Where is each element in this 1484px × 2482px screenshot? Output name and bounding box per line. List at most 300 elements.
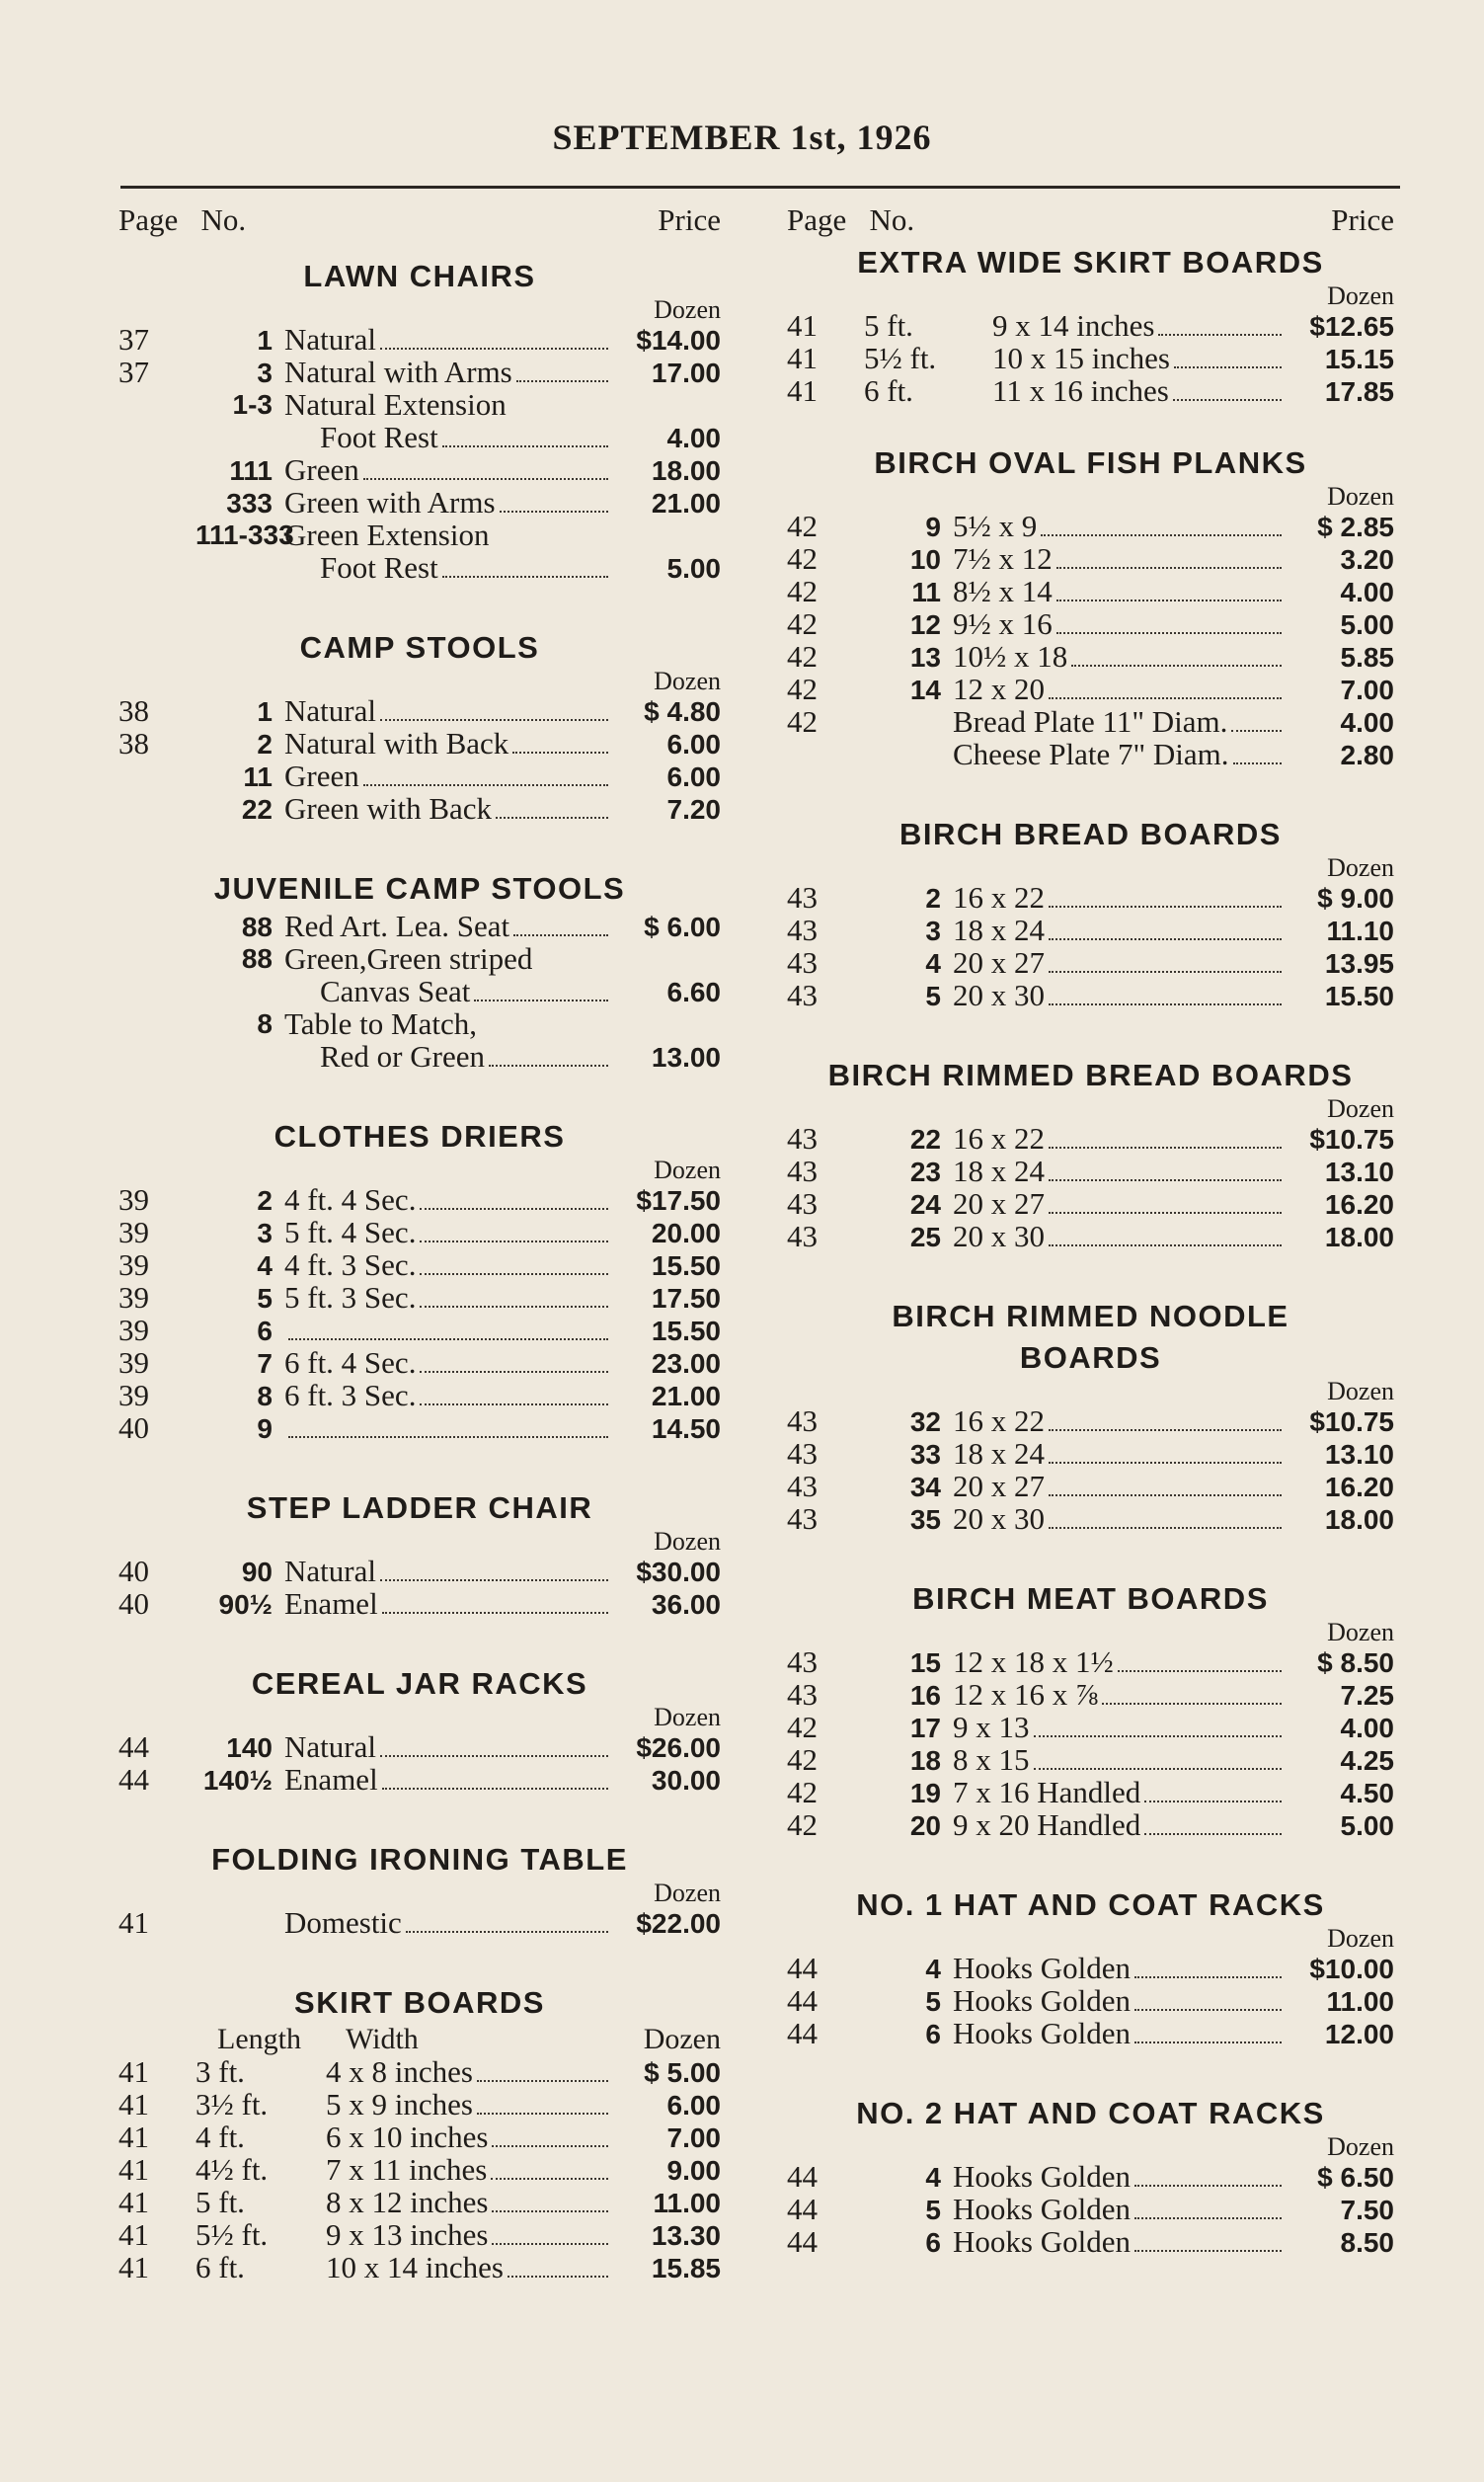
page-number: 41: [787, 373, 818, 408]
description-text: Cheese Plate 7" Diam.: [953, 737, 1229, 771]
page-number: 43: [787, 1436, 818, 1471]
item-price: 18.00: [1324, 1222, 1394, 1252]
price-row: [118, 1007, 721, 1073]
page-number: 44: [787, 2016, 818, 2050]
leader-dots: [512, 752, 608, 754]
item-price: 16.20: [1324, 1189, 1394, 1220]
price-row: [787, 1437, 1394, 1470]
description-text: 12 x 18 x 1½: [953, 1644, 1114, 1679]
item-description: [284, 486, 721, 520]
item-price: $10.75: [1309, 1124, 1394, 1155]
dozen-label: Dozen: [1327, 1094, 1394, 1123]
description-text: 7½ x 12: [953, 541, 1053, 576]
leader-dots: [380, 1755, 608, 1757]
item-number: 5: [925, 2195, 941, 2225]
page-number: 43: [787, 1403, 818, 1438]
left-column-header: [118, 202, 721, 256]
item-number: 4: [257, 1250, 273, 1281]
leader-dots: [1049, 1147, 1282, 1149]
page-number: 43: [787, 1644, 818, 1679]
leader-dots: [1034, 1735, 1283, 1737]
item-number: 19: [909, 1778, 941, 1808]
item-number: 1-3: [232, 389, 273, 420]
item-description: [195, 2251, 721, 2284]
item-description: [284, 388, 721, 454]
item-price: 17.00: [651, 358, 721, 388]
section-title: NO. 2 HAT AND COAT RACKS: [856, 2096, 1325, 2130]
item-description: [195, 2121, 721, 2154]
item-description: [953, 1952, 1394, 1985]
page-number: 39: [118, 1280, 149, 1315]
page-number: 42: [787, 606, 818, 641]
leader-dots: [1049, 1429, 1282, 1431]
price-label: Price: [658, 202, 721, 237]
dozen-label: Dozen: [1327, 281, 1394, 310]
item-description: [953, 1437, 1394, 1471]
leader-dots: [1144, 1801, 1282, 1802]
price-row: [787, 575, 1394, 607]
price-row: [118, 1411, 721, 1444]
item-price: $10.75: [1309, 1406, 1394, 1437]
description-text: 7 x 16 Handled: [953, 1775, 1141, 1809]
leader-dots: [508, 2276, 608, 2278]
leader-dots: [1134, 1976, 1282, 1978]
page-number: 43: [787, 945, 818, 980]
page-number: 41: [118, 2217, 149, 2252]
leader-dots: [1049, 1494, 1282, 1496]
item-price: 20.00: [651, 1218, 721, 1248]
leader-dots: [1233, 762, 1282, 764]
description-text: Green: [284, 452, 359, 487]
dozen-label: Dozen: [654, 295, 721, 324]
item-description: [195, 2088, 721, 2122]
page-number: 42: [787, 704, 818, 739]
item-price: 16.20: [1324, 1472, 1394, 1502]
page-number: 42: [787, 574, 818, 608]
page-number: 42: [787, 509, 818, 543]
leader-dots: [489, 1065, 608, 1067]
item-price: 5.00: [1340, 609, 1394, 640]
item-price: $26.00: [636, 1732, 721, 1763]
item-price: 5.00: [666, 553, 721, 584]
section-title: NO. 1 HAT AND COAT RACKS: [856, 1887, 1325, 1922]
item-description: [284, 1587, 721, 1621]
description-line2: [284, 551, 721, 585]
item-price: 30.00: [651, 1765, 721, 1796]
description-text: 20 x 30: [953, 978, 1045, 1012]
price-row: [118, 1248, 721, 1281]
dozen-label: Dozen: [1327, 482, 1394, 511]
item-price: 5.85: [1340, 642, 1394, 673]
item-price: $ 5.00: [644, 2057, 721, 2088]
price-row: [787, 1678, 1394, 1711]
section-birch-oval-fish-planks: [787, 442, 1394, 770]
item-description: [953, 1645, 1394, 1679]
leader-dots: [500, 511, 608, 513]
page-number: 42: [787, 1742, 818, 1777]
item-number: 6: [257, 1316, 273, 1346]
dozen-label: Dozen: [1327, 1924, 1394, 1953]
item-description: [953, 738, 1394, 771]
board-width: 9 x 13 inches: [326, 2217, 489, 2252]
item-number: 90: [241, 1557, 273, 1587]
item-number: 111-333: [195, 520, 294, 550]
description-text: 18 x 24: [953, 913, 1045, 947]
section-birch-meat-boards: [787, 1578, 1394, 1841]
page-no-label: Page No.: [787, 202, 915, 237]
board-length: 5 ft.: [864, 308, 913, 343]
leader-dots: [1134, 2250, 1282, 2252]
price-row: [787, 1220, 1394, 1252]
item-number: 20: [909, 1810, 941, 1841]
item-description: [195, 2186, 721, 2219]
leader-dots: [420, 1371, 608, 1373]
item-price: 15.85: [651, 2253, 721, 2283]
item-number: 6: [925, 2019, 941, 2049]
leader-dots: [1056, 567, 1282, 569]
board-length: 5½ ft.: [864, 341, 937, 375]
description-text: 20 x 30: [953, 1501, 1045, 1536]
item-price: 4.25: [1340, 1745, 1394, 1776]
leader-dots: [1034, 1768, 1283, 1770]
item-number: 6: [925, 2227, 941, 2258]
price-row: [787, 542, 1394, 575]
leader-dots: [1049, 1462, 1282, 1464]
description-text: 20 x 27: [953, 1186, 1045, 1221]
item-price: 21.00: [651, 488, 721, 519]
dozen-label: Dozen: [654, 667, 721, 695]
item-price: 9.00: [666, 2155, 721, 2186]
price-row: [787, 946, 1394, 979]
price-row: [118, 356, 721, 388]
leader-dots: [1049, 1179, 1282, 1181]
item-price: 12.00: [1324, 2019, 1394, 2049]
description-text: 12 x 16 x ⅞: [953, 1677, 1099, 1712]
board-length: 6 ft.: [864, 373, 913, 408]
description-text: 20 x 30: [953, 1219, 1045, 1253]
description-line2: [284, 975, 721, 1008]
item-number: 24: [909, 1189, 941, 1220]
page-number: 41: [118, 2152, 149, 2187]
item-number: 14: [909, 675, 941, 705]
board-length: 3 ft.: [195, 2054, 245, 2089]
leader-dots: [1174, 366, 1282, 368]
page-number: 43: [787, 913, 818, 947]
item-number: 4: [925, 2162, 941, 2193]
price-row: [787, 2193, 1394, 2225]
price-row: [118, 694, 721, 727]
item-number: 22: [909, 1124, 941, 1155]
price-row: [787, 1711, 1394, 1743]
item-number: 11: [243, 761, 273, 792]
section-skirt-boards: [118, 1982, 721, 2283]
price-row: [787, 1743, 1394, 1776]
item-description: [284, 1555, 721, 1588]
leader-dots: [406, 1931, 608, 1933]
page-number: 43: [787, 1154, 818, 1188]
item-number: 8: [257, 1008, 273, 1039]
price-row: [787, 2160, 1394, 2193]
item-number: 1: [257, 696, 273, 727]
item-description: [284, 1379, 721, 1412]
leader-dots: [380, 1579, 608, 1581]
price-row: [787, 2017, 1394, 2049]
section-clothes-driers: [118, 1116, 721, 1444]
description-line2: [284, 421, 721, 454]
board-width: 8 x 12 inches: [326, 2185, 489, 2219]
item-description: [284, 727, 721, 761]
item-description: [953, 542, 1394, 576]
section-birch-rimmed-bread-boards: [787, 1055, 1394, 1252]
skirt-board-subheader: [217, 2024, 721, 2055]
description-text: Domestic: [284, 1905, 402, 1940]
leader-dots: [380, 348, 608, 350]
item-number: 33: [909, 1439, 941, 1470]
price-row: [787, 738, 1394, 770]
item-price: 36.00: [651, 1589, 721, 1620]
item-number: 4: [925, 948, 941, 979]
price-row: [118, 910, 721, 942]
skirt-board-row: [118, 2088, 721, 2121]
item-price: 14.50: [651, 1413, 721, 1444]
section-step-ladder-chair: [118, 1487, 721, 1620]
description-text: 20 x 27: [953, 1469, 1045, 1503]
description-text: Bread Plate 11" Diam.: [953, 704, 1228, 739]
price-row: [118, 792, 721, 825]
description-text: Hooks Golden: [953, 1951, 1131, 1985]
item-description: [284, 356, 721, 389]
item-description: [953, 914, 1394, 947]
description-text: 5½ x 9: [953, 509, 1038, 543]
skirt-board-row: [787, 342, 1394, 374]
item-number: 2: [257, 729, 273, 760]
item-price: 13.95: [1324, 948, 1394, 979]
page-number: 43: [787, 978, 818, 1012]
leader-dots: [380, 719, 608, 721]
item-price: 15.50: [651, 1250, 721, 1281]
page-title: SEPTEMBER 1st, 1926: [552, 118, 932, 157]
dozen-label: Dozen: [1327, 1377, 1394, 1405]
item-price: $ 6.00: [644, 912, 721, 942]
section-no-2-hat-and-coat-racks: [787, 2093, 1394, 2258]
page-number: 41: [118, 2087, 149, 2122]
section-title: STEP LADDER CHAIR: [246, 1490, 593, 1525]
item-description: [864, 309, 1394, 343]
item-number: 140: [226, 1732, 273, 1763]
description-text: 9 x 13: [953, 1710, 1030, 1744]
price-row: [118, 486, 721, 519]
price-row: [118, 323, 721, 356]
description-text: Hooks Golden: [953, 2016, 1131, 2050]
leader-dots: [1049, 971, 1282, 973]
item-description: [284, 942, 721, 1008]
leader-dots: [1134, 2185, 1282, 2187]
section-title: FOLDING IRONING TABLE: [211, 1842, 628, 1877]
item-price: 6.00: [666, 2090, 721, 2121]
length-label: Length: [217, 2023, 301, 2055]
item-number: 25: [909, 1222, 941, 1252]
item-price: 2.80: [1340, 740, 1394, 770]
description-text: 12 x 20: [953, 672, 1045, 706]
price-row: [787, 607, 1394, 640]
price-row: [118, 942, 721, 1007]
board-length: 4 ft.: [195, 2120, 245, 2154]
item-description: [284, 1906, 721, 1940]
section-cereal-jar-racks: [118, 1663, 721, 1796]
section-title: BIRCH RIMMED BREAD BOARDS: [827, 1058, 1354, 1092]
description-text: Hooks Golden: [953, 2192, 1131, 2226]
leader-dots: [420, 1273, 608, 1275]
leader-dots: [496, 817, 608, 819]
board-width: 9 x 14 inches: [992, 308, 1155, 343]
page-number: 41: [118, 2054, 149, 2089]
board-width: 5 x 9 inches: [326, 2087, 473, 2122]
dozen-label: Dozen: [654, 1879, 721, 1907]
price-row: [118, 1346, 721, 1379]
page-number: 42: [787, 639, 818, 674]
board-width: 4 x 8 inches: [326, 2054, 473, 2089]
board-length: 4½ ft.: [195, 2152, 269, 2187]
page-no-label: Page No.: [118, 202, 247, 237]
section-title-line2: BOARDS: [1019, 1340, 1162, 1375]
item-description: [953, 575, 1394, 608]
item-price: $ 6.50: [1317, 2162, 1394, 2193]
page-number: 44: [787, 2159, 818, 2194]
section-no-1-hat-and-coat-racks: [787, 1884, 1394, 2049]
price-row: [787, 1470, 1394, 1502]
item-description: [953, 1220, 1394, 1253]
price-row: [787, 881, 1394, 914]
item-number: 2: [925, 883, 941, 914]
page-number: 39: [118, 1182, 149, 1217]
item-number: 88: [241, 912, 273, 942]
dozen-label: Dozen: [1327, 2132, 1394, 2161]
price-row: [787, 1122, 1394, 1155]
item-price: $ 8.50: [1317, 1647, 1394, 1678]
leader-dots: [288, 1436, 608, 1438]
item-number: 5: [925, 981, 941, 1011]
skirt-board-row: [787, 374, 1394, 407]
section-extra-wide-skirt-boards: [787, 242, 1394, 407]
leader-dots: [1049, 1212, 1282, 1214]
item-description: [953, 2160, 1394, 2194]
page-number: 41: [118, 1905, 149, 1940]
section-juvenile-camp-stools: [118, 868, 721, 1073]
leader-dots: [1041, 534, 1282, 536]
item-description: [284, 910, 721, 943]
price-label: Price: [1331, 202, 1394, 237]
description-text: 8 x 15: [953, 1742, 1030, 1777]
page-number: 41: [118, 2250, 149, 2284]
leader-dots: [420, 1306, 608, 1308]
page-number: 44: [118, 1762, 149, 1797]
item-number: 88: [241, 943, 273, 974]
page-number: 42: [787, 541, 818, 576]
page-number: 38: [118, 726, 149, 761]
skirt-board-row: [787, 309, 1394, 342]
left-column: [118, 202, 721, 2327]
item-description: [953, 1404, 1394, 1438]
item-price: 18.00: [1324, 1504, 1394, 1535]
item-description: [953, 946, 1394, 980]
leader-dots: [1144, 1833, 1282, 1835]
item-description: [284, 1183, 721, 1217]
leader-dots: [420, 1403, 608, 1405]
item-price: 11.00: [1326, 1986, 1394, 2017]
description-text: Enamel: [284, 1586, 378, 1621]
leader-dots: [1118, 1670, 1282, 1672]
item-price: $12.65: [1309, 311, 1394, 342]
item-description: [284, 1216, 721, 1249]
page-number: 43: [787, 1677, 818, 1712]
description-text: 8½ x 14: [953, 574, 1053, 608]
board-length: 5½ ft.: [195, 2217, 269, 2252]
price-row: [118, 1314, 721, 1346]
item-number: 15: [909, 1647, 941, 1678]
section-birch-bread-boards: [787, 814, 1394, 1011]
leader-dots: [513, 934, 608, 936]
item-description: [284, 1007, 721, 1074]
price-row: [118, 1555, 721, 1587]
item-description: [284, 453, 721, 487]
price-row: [118, 1281, 721, 1314]
item-number: 13: [909, 642, 941, 673]
leader-dots: [1056, 600, 1282, 601]
dozen-label: Dozen: [1327, 1618, 1394, 1646]
leader-dots: [363, 784, 608, 786]
item-number: 22: [241, 794, 273, 825]
section-title: BIRCH BREAD BOARDS: [899, 817, 1282, 851]
board-width: 10 x 14 inches: [326, 2250, 504, 2284]
page-number: 37: [118, 322, 149, 357]
item-description: [284, 1315, 721, 1347]
item-number: 32: [909, 1406, 941, 1437]
leader-dots: [1173, 399, 1282, 401]
price-row: [118, 1379, 721, 1411]
item-price: 13.10: [1324, 1439, 1394, 1470]
description-text: Hooks Golden: [953, 1983, 1131, 2018]
price-row: [118, 1216, 721, 1248]
price-row: [787, 1984, 1394, 2017]
item-description: [284, 1730, 721, 1764]
board-width: 10 x 15 inches: [992, 341, 1170, 375]
item-description: [953, 705, 1394, 739]
price-row: [787, 914, 1394, 946]
dozen-label: Dozen: [654, 1703, 721, 1731]
item-price: 6.00: [666, 729, 721, 760]
right-column: [787, 202, 1394, 2301]
item-description: [953, 1187, 1394, 1221]
item-description: [284, 760, 721, 793]
item-description: [195, 2218, 721, 2252]
item-price: $22.00: [636, 1908, 721, 1939]
price-row: [787, 2225, 1394, 2258]
item-price: $30.00: [636, 1557, 721, 1587]
item-price: $ 4.80: [644, 696, 721, 727]
price-row: [787, 1808, 1394, 1841]
section-title: BIRCH OVAL FISH PLANKS: [874, 445, 1307, 480]
page-number: 37: [118, 355, 149, 389]
item-price: 3.20: [1340, 544, 1394, 575]
item-price: 13.10: [1324, 1157, 1394, 1187]
description-text: Enamel: [284, 1762, 378, 1797]
description-text: Canvas Seat: [320, 974, 471, 1008]
price-row: [118, 1587, 721, 1620]
item-price: 6.00: [666, 761, 721, 792]
leader-dots: [1049, 938, 1282, 940]
item-description: [284, 1248, 721, 1282]
item-number: 9: [925, 512, 941, 542]
